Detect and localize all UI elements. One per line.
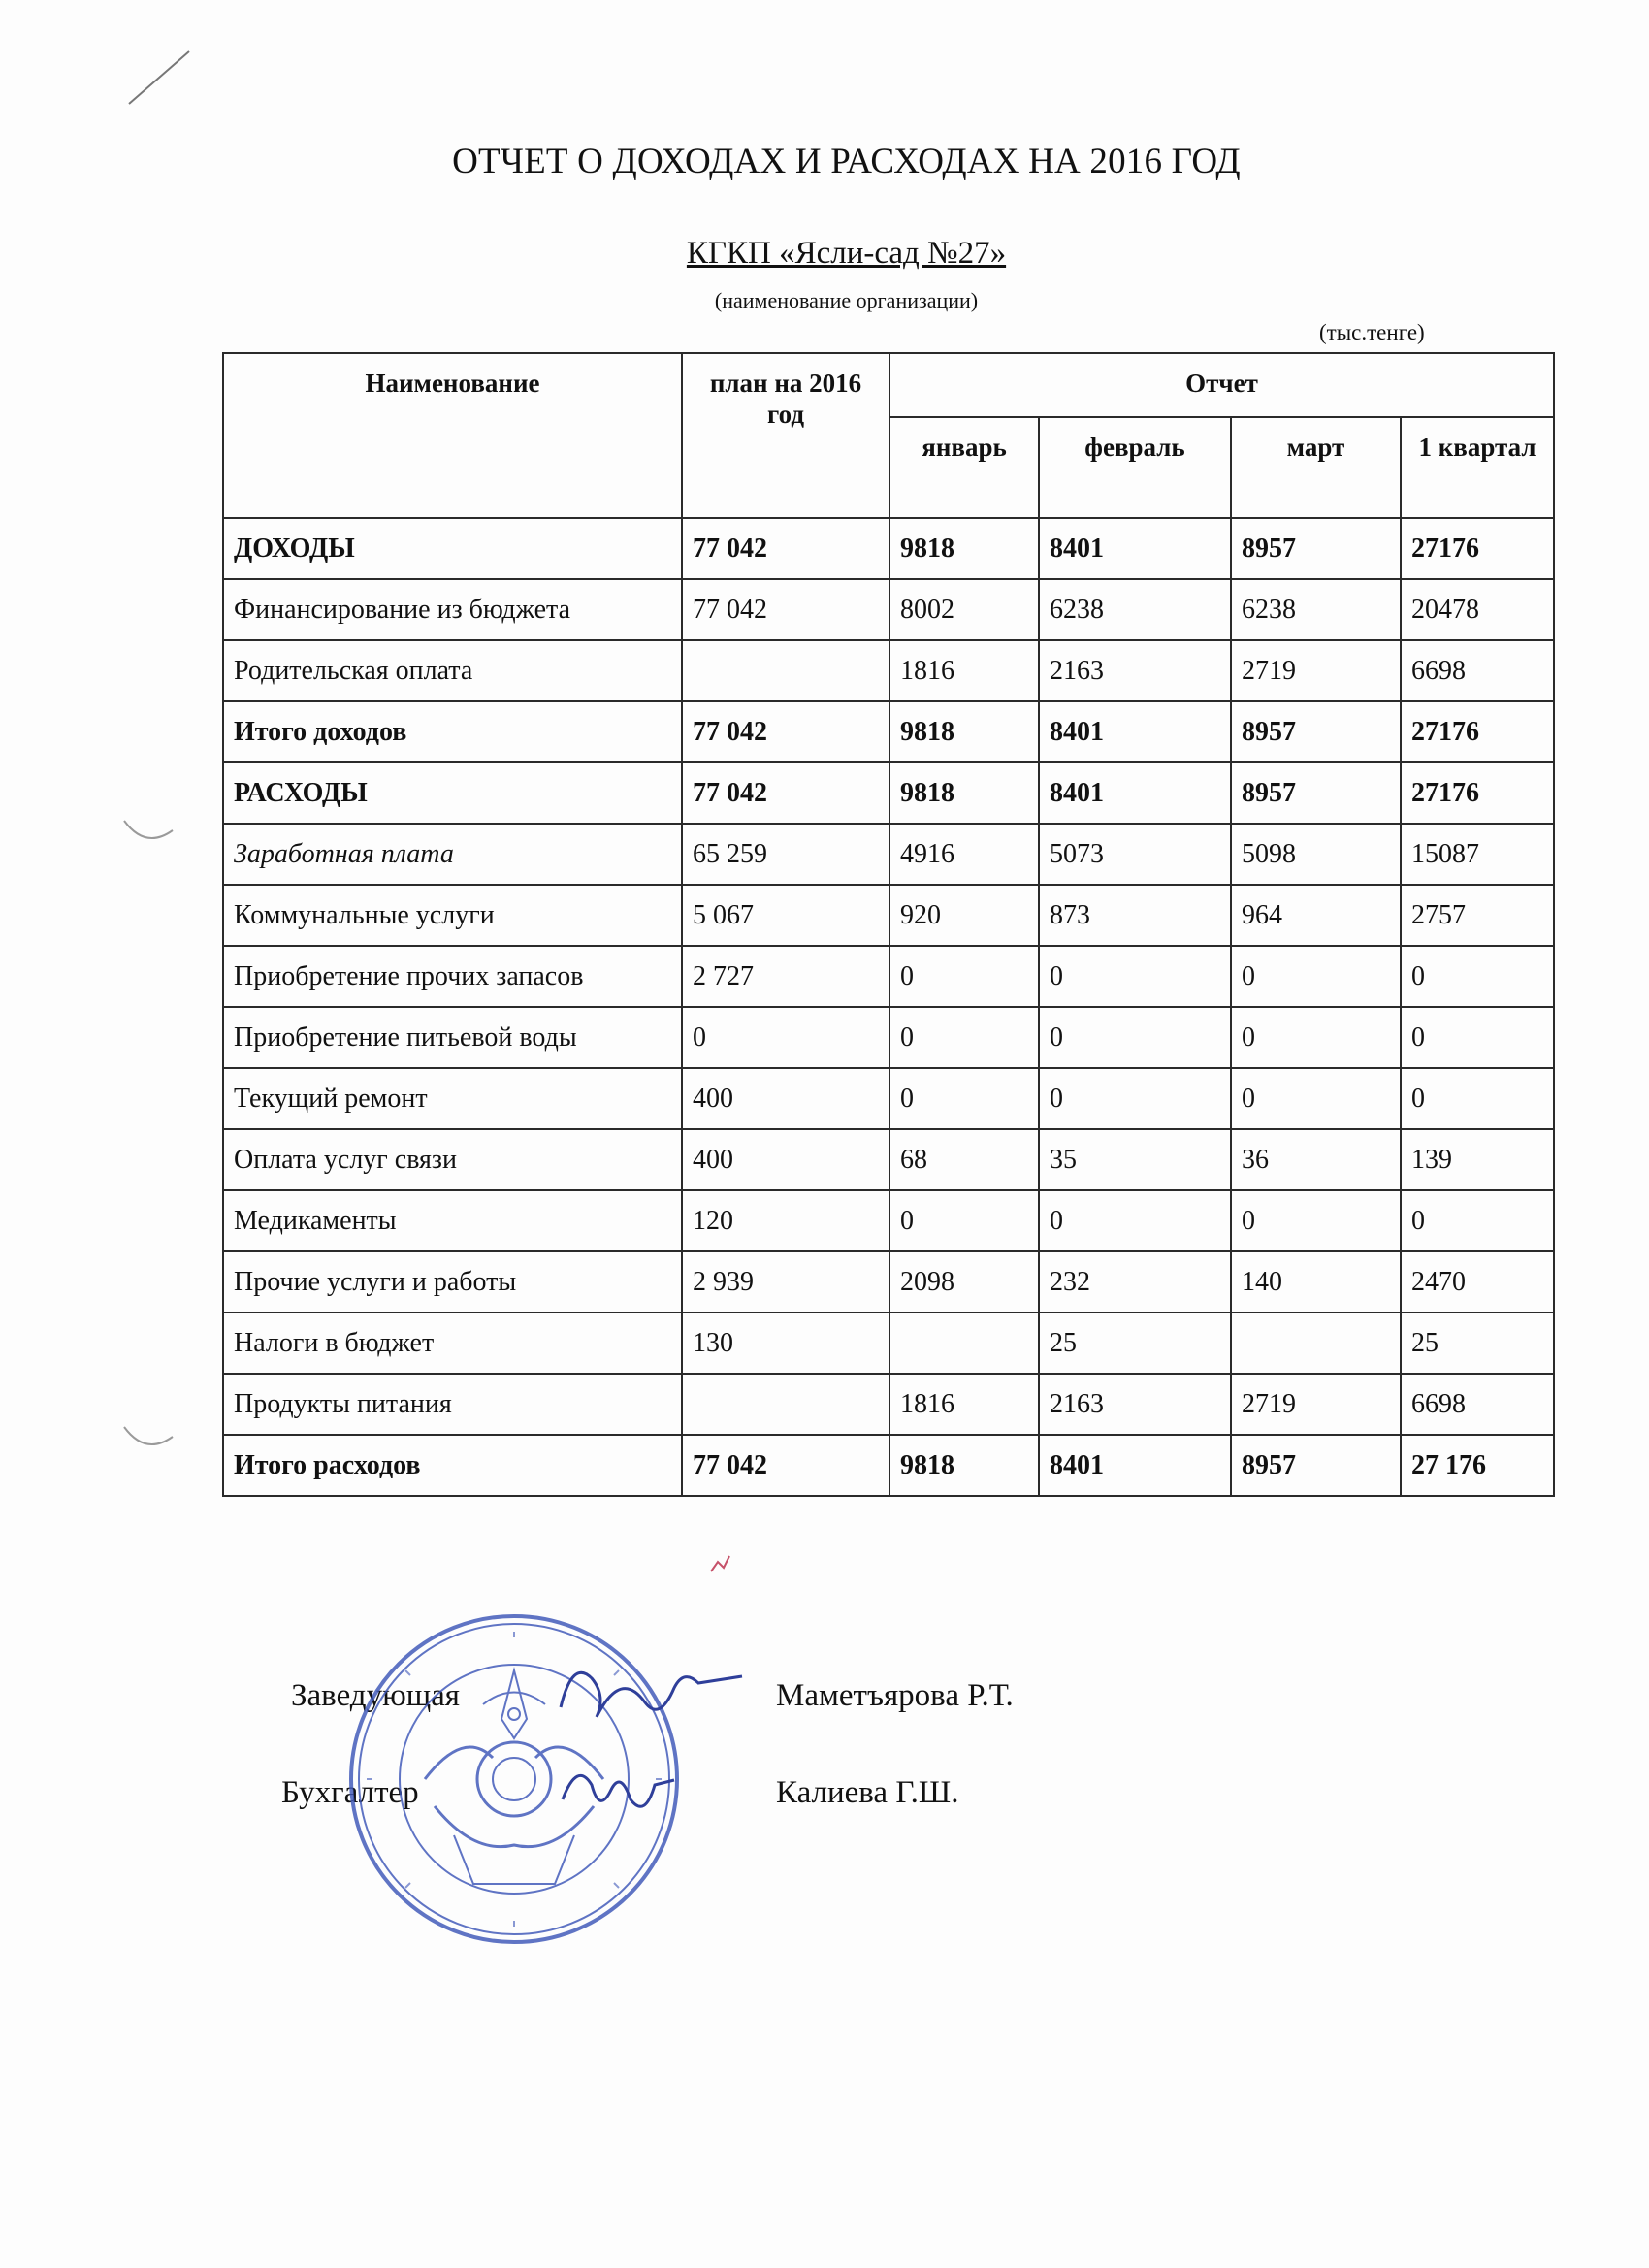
header-march: март (1231, 417, 1401, 518)
row-january: 2098 (889, 1251, 1039, 1312)
row-plan: 0 (682, 1007, 889, 1068)
row-february: 8401 (1039, 518, 1231, 579)
row-january: 9818 (889, 701, 1039, 762)
table-row (223, 762, 1554, 824)
row-january: 0 (889, 1007, 1039, 1068)
row-january: 0 (889, 1190, 1039, 1251)
row-january: 1816 (889, 640, 1039, 701)
table-row (223, 824, 1554, 885)
table-row (223, 701, 1554, 762)
row-quarter: 27176 (1401, 762, 1554, 824)
organization-name: КГКП «Ясли-сад №27» (686, 236, 1007, 271)
row-quarter: 27176 (1401, 518, 1554, 579)
row-january: 4916 (889, 824, 1039, 885)
head-name: Маметъярова Р.Т. (776, 1678, 1014, 1713)
table-row (223, 1251, 1554, 1312)
row-january: 9818 (889, 518, 1039, 579)
row-february: 2163 (1039, 640, 1231, 701)
row-plan: 77 042 (682, 701, 889, 762)
row-february: 232 (1039, 1251, 1231, 1312)
row-quarter: 27176 (1401, 701, 1554, 762)
row-quarter: 0 (1401, 946, 1554, 1007)
head-title: Заведующая (291, 1678, 460, 1713)
row-plan: 77 042 (682, 579, 889, 640)
row-quarter: 25 (1401, 1312, 1554, 1374)
row-name: Приобретение питьевой воды (223, 1007, 682, 1068)
row-march: 8957 (1231, 701, 1401, 762)
row-january: 920 (889, 885, 1039, 946)
punch-hole-mark (116, 815, 184, 854)
row-quarter: 15087 (1401, 824, 1554, 885)
report-table (222, 352, 1555, 1497)
row-march: 2719 (1231, 1374, 1401, 1435)
row-name: Оплата услуг связи (223, 1129, 682, 1190)
table-row (223, 1129, 1554, 1190)
row-january: 9818 (889, 1435, 1039, 1496)
row-name: Итого доходов (223, 701, 682, 762)
header-february: февраль (1039, 417, 1231, 518)
row-quarter: 139 (1401, 1129, 1554, 1190)
row-march: 0 (1231, 1068, 1401, 1129)
table-row (223, 518, 1554, 579)
row-plan: 400 (682, 1068, 889, 1129)
head-signature (553, 1649, 747, 1736)
row-february: 0 (1039, 1190, 1231, 1251)
row-february: 8401 (1039, 762, 1231, 824)
row-march: 6238 (1231, 579, 1401, 640)
table-row (223, 1374, 1554, 1435)
row-quarter: 20478 (1401, 579, 1554, 640)
row-february: 5073 (1039, 824, 1231, 885)
row-name: Текущий ремонт (223, 1068, 682, 1129)
row-february: 8401 (1039, 1435, 1231, 1496)
row-march: 0 (1231, 1007, 1401, 1068)
row-march: 8957 (1231, 1435, 1401, 1496)
row-name: Медикаменты (223, 1190, 682, 1251)
row-january: 8002 (889, 579, 1039, 640)
row-plan: 120 (682, 1190, 889, 1251)
row-plan: 5 067 (682, 885, 889, 946)
row-name: Налоги в бюджет (223, 1312, 682, 1374)
header-name: Наименование (223, 353, 682, 518)
row-quarter: 2757 (1401, 885, 1554, 946)
row-quarter: 2470 (1401, 1251, 1554, 1312)
report-body (223, 518, 1554, 1496)
header-january: январь (889, 417, 1039, 518)
row-march: 8957 (1231, 518, 1401, 579)
table-row (223, 946, 1554, 1007)
row-name: Приобретение прочих запасов (223, 946, 682, 1007)
row-quarter: 6698 (1401, 640, 1554, 701)
row-march (1231, 1312, 1401, 1374)
row-january: 68 (889, 1129, 1039, 1190)
header-report: Отчет (889, 353, 1554, 417)
row-name: РАСХОДЫ (223, 762, 682, 824)
row-name: Родительская оплата (223, 640, 682, 701)
row-march: 964 (1231, 885, 1401, 946)
row-plan: 77 042 (682, 762, 889, 824)
row-january: 0 (889, 1068, 1039, 1129)
row-plan: 2 939 (682, 1251, 889, 1312)
table-row (223, 1068, 1554, 1129)
row-february: 6238 (1039, 579, 1231, 640)
row-name: Прочие услуги и работы (223, 1251, 682, 1312)
row-february: 0 (1039, 1007, 1231, 1068)
row-march: 8957 (1231, 762, 1401, 824)
row-february: 25 (1039, 1312, 1231, 1374)
row-march: 2719 (1231, 640, 1401, 701)
row-name: Итого расходов (223, 1435, 682, 1496)
row-quarter: 0 (1401, 1068, 1554, 1129)
row-january (889, 1312, 1039, 1374)
row-quarter: 6698 (1401, 1374, 1554, 1435)
row-february: 8401 (1039, 701, 1231, 762)
punch-hole-mark (116, 1421, 184, 1460)
table-row (223, 1007, 1554, 1068)
row-february: 35 (1039, 1129, 1231, 1190)
row-february: 0 (1039, 946, 1231, 1007)
row-name: ДОХОДЫ (223, 518, 682, 579)
row-february: 2163 (1039, 1374, 1231, 1435)
accountant-title: Бухгалтер (281, 1775, 419, 1810)
row-plan: 65 259 (682, 824, 889, 885)
table-row (223, 885, 1554, 946)
row-march: 0 (1231, 1190, 1401, 1251)
row-name: Продукты питания (223, 1374, 682, 1435)
row-february: 0 (1039, 1068, 1231, 1129)
units-label: (тыс.тенге) (1319, 320, 1425, 344)
row-plan (682, 1374, 889, 1435)
row-plan (682, 640, 889, 701)
row-quarter: 0 (1401, 1007, 1554, 1068)
table-row (223, 1312, 1554, 1374)
row-name: Заработная плата (223, 824, 682, 885)
header-row (223, 353, 1554, 417)
row-plan: 77 042 (682, 1435, 889, 1496)
red-ink-speck (706, 1550, 735, 1579)
row-plan: 130 (682, 1312, 889, 1374)
row-march: 36 (1231, 1129, 1401, 1190)
header-quarter: 1 квартал (1401, 417, 1554, 518)
accountant-signature (553, 1746, 679, 1833)
table-row (223, 640, 1554, 701)
row-march: 5098 (1231, 824, 1401, 885)
row-january: 0 (889, 946, 1039, 1007)
row-name: Коммунальные услуги (223, 885, 682, 946)
header-plan: план на 2016 год (682, 353, 889, 518)
row-march: 140 (1231, 1251, 1401, 1312)
pen-stroke-mark (121, 44, 199, 112)
row-plan: 77 042 (682, 518, 889, 579)
row-february: 873 (1039, 885, 1231, 946)
row-march: 0 (1231, 946, 1401, 1007)
row-quarter: 27 176 (1401, 1435, 1554, 1496)
row-plan: 2 727 (682, 946, 889, 1007)
row-january: 9818 (889, 762, 1039, 824)
table-row (223, 579, 1554, 640)
report-title: ОТЧЕТ О ДОХОДАХ И РАСХОДАХ НА 2016 ГОД (452, 142, 1241, 181)
row-plan: 400 (682, 1129, 889, 1190)
table-row (223, 1190, 1554, 1251)
row-january: 1816 (889, 1374, 1039, 1435)
row-quarter: 0 (1401, 1190, 1554, 1251)
organization-caption: (наименование организации) (714, 288, 979, 312)
row-name: Финансирование из бюджета (223, 579, 682, 640)
accountant-name: Калиева Г.Ш. (776, 1775, 959, 1810)
table-row (223, 1435, 1554, 1496)
